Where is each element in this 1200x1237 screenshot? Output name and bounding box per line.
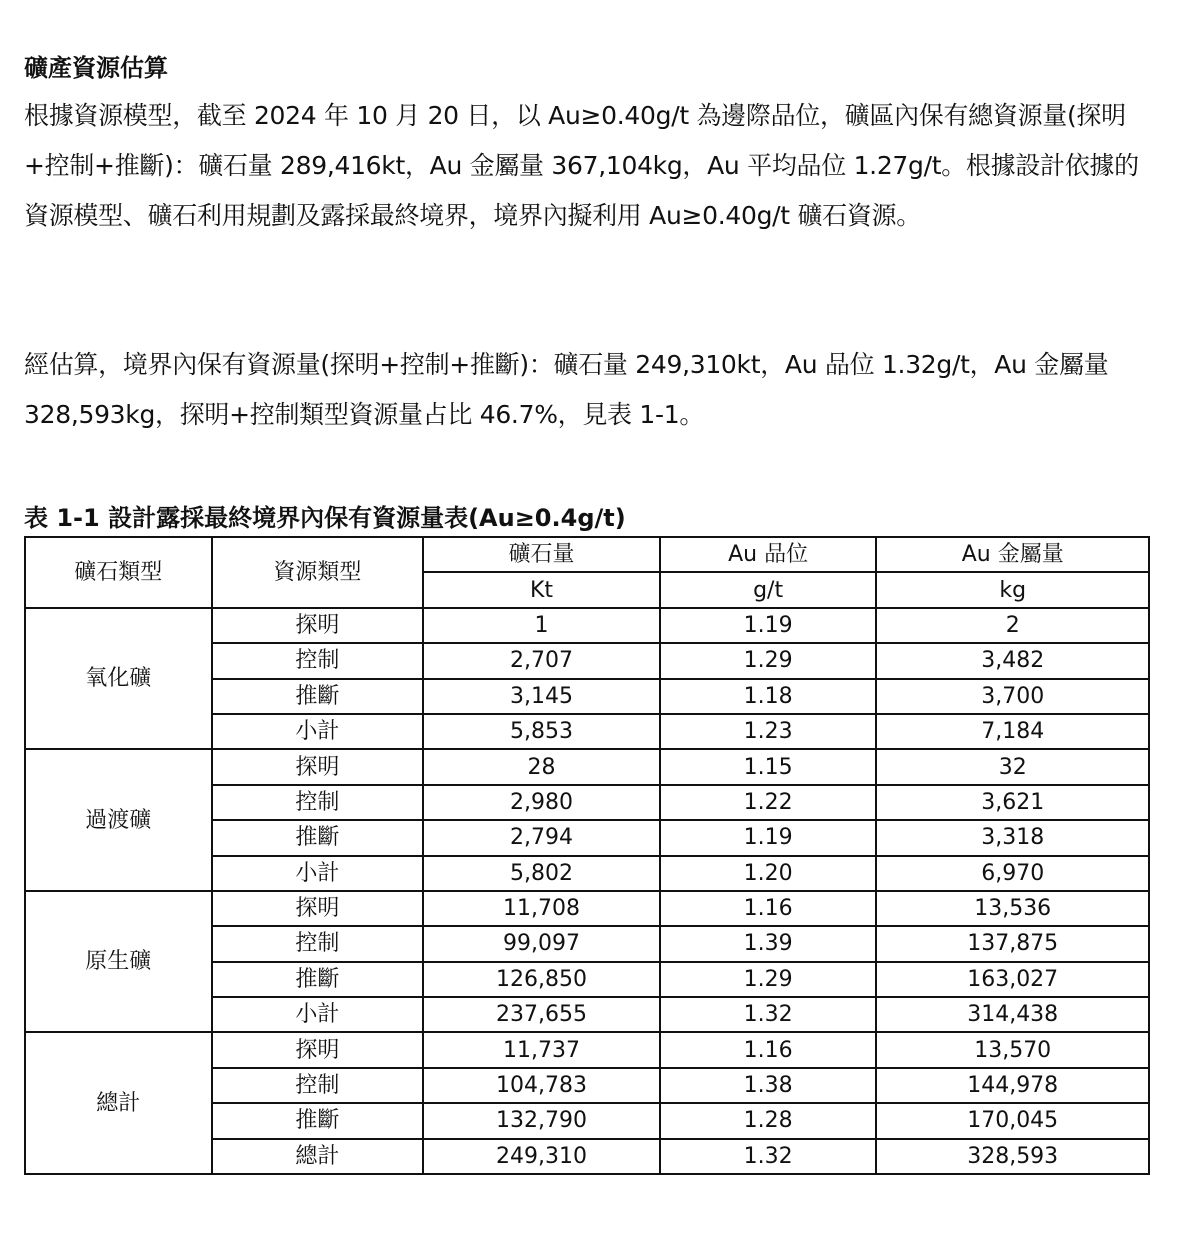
- ore-cell: 11,737: [423, 1032, 660, 1067]
- metal-cell: 13,570: [876, 1032, 1149, 1067]
- ore-cell: 237,655: [423, 997, 660, 1032]
- grade-cell: 1.18: [660, 679, 877, 714]
- metal-cell: 163,027: [876, 962, 1149, 997]
- grade-cell: 1.23: [660, 714, 877, 749]
- ore-cell: 5,802: [423, 856, 660, 891]
- grade-cell: 1.15: [660, 749, 877, 784]
- grade-cell: 1.29: [660, 962, 877, 997]
- ore-cell: 3,145: [423, 679, 660, 714]
- metal-cell: 7,184: [876, 714, 1149, 749]
- paragraph-pit-estimate: 經估算，境界內保有資源量(探明+控制+推斷)：礦石量 249,310kt，Au 品位 1.32g/t，Au 金屬量 328,593kg，探明+控制類型資源量占比 46.7%，見表 1-1。: [24, 350, 1109, 429]
- section-title: 礦產資源估算: [24, 54, 168, 82]
- grade-cell: 1.22: [660, 785, 877, 820]
- unit-ore: Kt: [423, 572, 660, 607]
- ore-cell: 126,850: [423, 962, 660, 997]
- ore-cell: 249,310: [423, 1139, 660, 1174]
- ore-cell: 104,783: [423, 1068, 660, 1103]
- resource-type-cell: 推斷: [212, 962, 424, 997]
- paragraph-resource-summary: 根據資源模型，截至 2024 年 10 月 20 日，以 Au≥0.40g/t 為邊際品位，礦區內保有總資源量(探明+控制+推斷)：礦石量 289,416kt，Au 金屬量 367,104kg，Au 平均品位 1.27g/t。根據設計依據的資源模型、礦石利用規劃及露採最終境界，境界內擬利用 Au≥0.40g/t 礦石資源。: [24, 101, 1139, 230]
- ore-cell: 99,097: [423, 926, 660, 961]
- resource-type-cell: 控制: [212, 926, 424, 961]
- metal-cell: 6,970: [876, 856, 1149, 891]
- grade-cell: 1.32: [660, 997, 877, 1032]
- ore-type-cell: 總計: [25, 1032, 212, 1174]
- metal-cell: 170,045: [876, 1103, 1149, 1138]
- resource-type-cell: 控制: [212, 643, 424, 678]
- metal-cell: 13,536: [876, 891, 1149, 926]
- metal-cell: 3,621: [876, 785, 1149, 820]
- header-ore-type: 礦石類型: [25, 537, 212, 608]
- table-caption: 表 1-1 設計露採最終境界內保有資源量表(Au≥0.4g/t): [24, 504, 626, 532]
- metal-cell: 3,482: [876, 643, 1149, 678]
- resource-type-cell: 推斷: [212, 1103, 424, 1138]
- table-row: [25, 891, 1149, 926]
- table-row: [25, 608, 1149, 643]
- ore-cell: 2,980: [423, 785, 660, 820]
- grade-cell: 1.16: [660, 891, 877, 926]
- grade-cell: 1.19: [660, 608, 877, 643]
- table-row: [25, 1032, 1149, 1067]
- table-row: [25, 749, 1149, 784]
- resource-type-cell: 控制: [212, 785, 424, 820]
- grade-cell: 1.39: [660, 926, 877, 961]
- grade-cell: 1.38: [660, 1068, 877, 1103]
- resource-type-cell: 探明: [212, 749, 424, 784]
- table-header-row: [25, 537, 1149, 572]
- resource-type-cell: 探明: [212, 891, 424, 926]
- ore-cell: 28: [423, 749, 660, 784]
- metal-cell: 3,318: [876, 820, 1149, 855]
- ore-type-cell: 氧化礦: [25, 608, 212, 750]
- ore-type-cell: 原生礦: [25, 891, 212, 1033]
- grade-cell: 1.20: [660, 856, 877, 891]
- grade-cell: 1.19: [660, 820, 877, 855]
- grade-cell: 1.32: [660, 1139, 877, 1174]
- metal-cell: 3,700: [876, 679, 1149, 714]
- header-grade: Au 品位: [660, 537, 877, 572]
- ore-cell: 2,794: [423, 820, 660, 855]
- resource-type-cell: 小計: [212, 856, 424, 891]
- grade-cell: 1.16: [660, 1032, 877, 1067]
- metal-cell: 328,593: [876, 1139, 1149, 1174]
- ore-cell: 11,708: [423, 891, 660, 926]
- metal-cell: 144,978: [876, 1068, 1149, 1103]
- unit-grade: g/t: [660, 572, 877, 607]
- header-resource-type: 資源類型: [212, 537, 424, 608]
- resource-type-cell: 探明: [212, 1032, 424, 1067]
- ore-cell: 132,790: [423, 1103, 660, 1138]
- resource-type-cell: 探明: [212, 608, 424, 643]
- unit-metal: kg: [876, 572, 1149, 607]
- ore-cell: 1: [423, 608, 660, 643]
- resource-type-cell: 小計: [212, 714, 424, 749]
- ore-cell: 2,707: [423, 643, 660, 678]
- header-ore: 礦石量: [423, 537, 660, 572]
- resource-type-cell: 小計: [212, 997, 424, 1032]
- header-metal: Au 金屬量: [876, 537, 1149, 572]
- resource-type-cell: 總計: [212, 1139, 424, 1174]
- resource-type-cell: 控制: [212, 1068, 424, 1103]
- resource-type-cell: 推斷: [212, 820, 424, 855]
- resource-table: [24, 536, 1150, 1175]
- ore-cell: 5,853: [423, 714, 660, 749]
- grade-cell: 1.28: [660, 1103, 877, 1138]
- ore-type-cell: 過渡礦: [25, 749, 212, 891]
- metal-cell: 2: [876, 608, 1149, 643]
- metal-cell: 314,438: [876, 997, 1149, 1032]
- metal-cell: 137,875: [876, 926, 1149, 961]
- resource-type-cell: 推斷: [212, 679, 424, 714]
- metal-cell: 32: [876, 749, 1149, 784]
- grade-cell: 1.29: [660, 643, 877, 678]
